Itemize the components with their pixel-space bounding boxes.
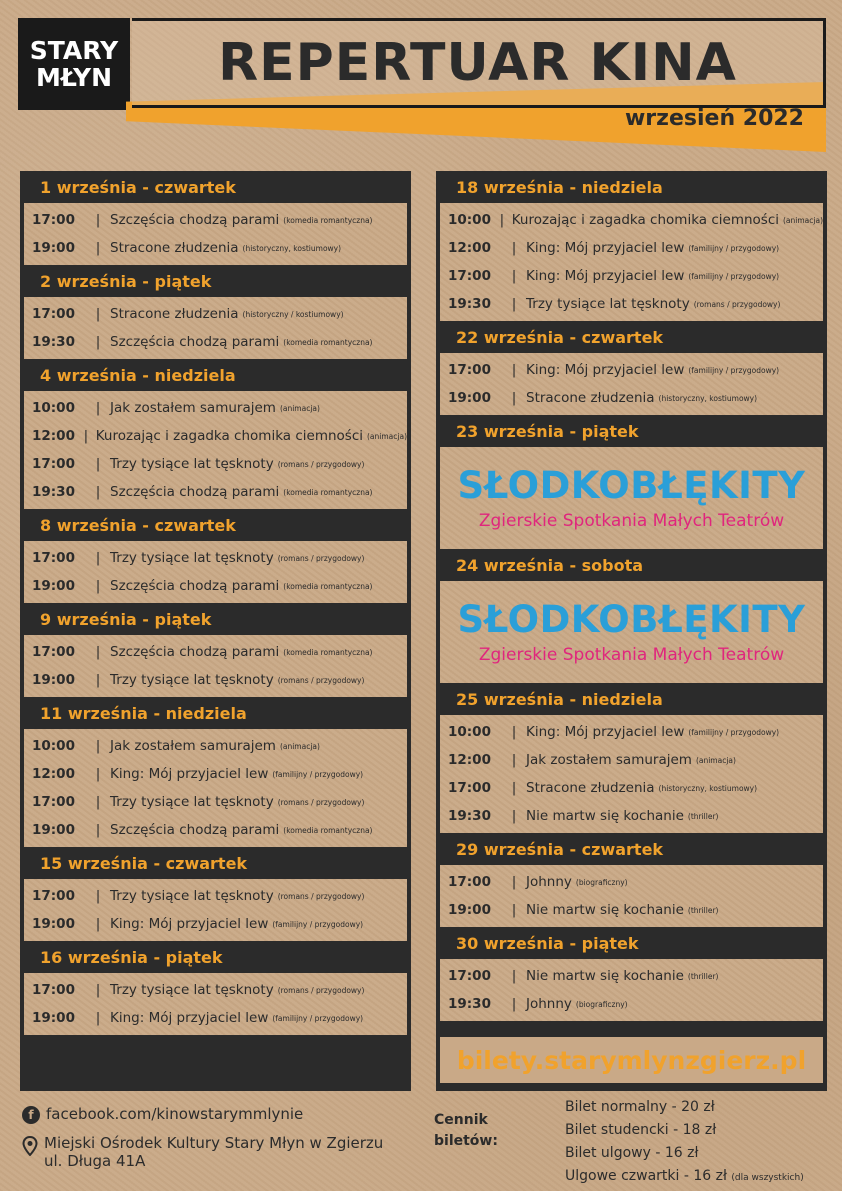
movie-genre: (thriller)	[687, 905, 719, 915]
stary-mlyn-logo	[18, 18, 130, 110]
separator: |	[511, 240, 517, 256]
movie-genre: (familijny / przygodowy)	[272, 919, 364, 929]
separator: |	[511, 874, 517, 890]
separator: |	[511, 902, 517, 918]
day-title: 15 września - czwartek	[40, 853, 248, 873]
day-shows	[24, 973, 407, 1035]
day-shows	[24, 391, 407, 509]
movie-genre: (romans / przygodowy)	[277, 985, 365, 995]
day-title: 8 września - czwartek	[40, 515, 236, 535]
separator: |	[511, 724, 517, 740]
show-row	[24, 638, 407, 666]
day-shows	[440, 865, 823, 927]
show-row	[24, 788, 407, 816]
show-time: 17:00	[32, 982, 75, 998]
show-time: 19:00	[32, 1010, 75, 1026]
show-time: 17:00	[448, 780, 491, 796]
day-header	[20, 603, 411, 635]
movie-genre: (thriller)	[687, 971, 719, 981]
movie-title: King: Mój przyjaciel lew	[110, 916, 269, 932]
movie-title: Stracone złudzenia	[110, 306, 239, 322]
separator: |	[95, 212, 101, 228]
movie-title: Stracone złudzenia	[526, 780, 655, 796]
movie-title: Trzy tysiące lat tęsknoty	[110, 550, 274, 566]
movie-genre: (romans / przygodowy)	[693, 299, 781, 309]
logo-line-1: STARY	[29, 36, 119, 65]
movie-genre: (romans / przygodowy)	[277, 891, 365, 901]
price-text: Bilet normalny - 20 zł	[565, 1099, 715, 1115]
show-time: 10:00	[448, 212, 491, 228]
day-header	[20, 509, 411, 541]
separator: |	[511, 362, 517, 378]
separator: |	[95, 456, 101, 472]
movie-title: King: Mój przyjaciel lew	[110, 766, 269, 782]
event-subtitle: Zgierskie Spotkania Małych Teatrów	[478, 511, 785, 531]
show-row	[24, 572, 407, 600]
day-header	[20, 265, 411, 297]
show-row	[24, 882, 407, 910]
show-time: 10:00	[32, 400, 75, 416]
show-row	[24, 816, 407, 844]
price-item	[565, 1142, 804, 1165]
show-row	[440, 718, 823, 746]
movie-title: King: Mój przyjaciel lew	[526, 240, 685, 256]
show-row	[24, 666, 407, 694]
show-row	[24, 1004, 407, 1032]
show-row	[24, 394, 407, 422]
movie-title: Nie martw się kochanie	[526, 902, 684, 918]
day-title: 11 września - niedziela	[40, 703, 247, 723]
show-row	[440, 290, 823, 318]
day-title: 25 września - niedziela	[456, 689, 663, 709]
separator: |	[95, 794, 101, 810]
day-header	[436, 927, 827, 959]
separator: |	[95, 644, 101, 660]
show-time: 17:00	[32, 550, 75, 566]
movie-title: Trzy tysiące lat tęsknoty	[526, 296, 690, 312]
separator: |	[95, 916, 101, 932]
separator: |	[511, 996, 517, 1012]
day-header	[436, 415, 827, 447]
day-title: 30 września - piątek	[456, 933, 639, 953]
day-shows	[440, 203, 823, 321]
show-time: 17:00	[448, 968, 491, 984]
show-row	[440, 262, 823, 290]
day-title: 4 września - niedziela	[40, 365, 236, 385]
show-time: 19:00	[448, 902, 491, 918]
movie-title: King: Mój przyjaciel lew	[526, 268, 685, 284]
price-text: Ulgowe czwartki - 16 zł	[565, 1168, 727, 1184]
show-row	[24, 300, 407, 328]
address-line-2: ul. Długa 41A	[44, 1152, 146, 1170]
show-time: 17:00	[32, 456, 75, 472]
address-line-1: Miejski Ośrodek Kultury Stary Młyn w Zgierzu	[44, 1134, 384, 1152]
day-title: 22 września - czwartek	[456, 327, 664, 347]
separator: |	[511, 780, 517, 796]
show-row	[24, 328, 407, 356]
month-label: wrzesień 2022	[624, 106, 804, 131]
day-title: 18 września - niedziela	[456, 177, 663, 197]
show-time: 19:00	[32, 578, 75, 594]
movie-title: Johnny	[526, 874, 572, 890]
day-header	[436, 321, 827, 353]
movie-genre: (animacja)	[279, 741, 320, 751]
separator: |	[95, 306, 101, 322]
movie-title: King: Mój przyjaciel lew	[110, 1010, 269, 1026]
movie-title: Szczęścia chodzą parami	[110, 578, 280, 594]
movie-genre: (komedia romantyczna)	[283, 337, 373, 347]
day-shows	[440, 715, 823, 833]
movie-genre: (romans / przygodowy)	[277, 459, 365, 469]
movie-genre: (historyczny / kostiumowy)	[242, 309, 344, 319]
show-time: 10:00	[448, 724, 491, 740]
day-shows	[440, 353, 823, 415]
show-row	[24, 976, 407, 1004]
day-header	[436, 549, 827, 581]
separator: |	[511, 390, 517, 406]
price-item	[565, 1119, 804, 1142]
price-list	[565, 1096, 804, 1190]
day-title: 9 września - piątek	[40, 609, 212, 629]
day-shows	[24, 729, 407, 847]
day-shows	[24, 541, 407, 603]
show-row	[440, 206, 823, 234]
movie-title: Trzy tysiące lat tęsknoty	[110, 982, 274, 998]
movie-genre: (historyczny, kostiumowy)	[242, 243, 342, 253]
event-name: SŁODKOBŁĘKITY	[457, 598, 806, 641]
day-header	[20, 171, 411, 203]
movie-genre: (familijny / przygodowy)	[272, 769, 364, 779]
separator: |	[95, 578, 101, 594]
movie-genre: (romans / przygodowy)	[277, 797, 365, 807]
movie-title: Nie martw się kochanie	[526, 808, 684, 824]
show-time: 17:00	[32, 212, 75, 228]
show-row	[440, 868, 823, 896]
pricing-label	[434, 1110, 498, 1152]
day-title: 1 września - czwartek	[40, 177, 236, 197]
movie-title: Jak zostałem samurajem	[110, 400, 276, 416]
price-item	[565, 1096, 804, 1119]
show-time: 17:00	[32, 888, 75, 904]
show-row	[440, 896, 823, 924]
show-row	[440, 234, 823, 262]
show-row	[24, 234, 407, 262]
movie-genre: (historyczny, kostiumowy)	[658, 393, 758, 403]
price-note: (dla wszystkich)	[731, 1173, 804, 1183]
movie-genre: (thriller)	[687, 811, 719, 821]
day-shows	[24, 879, 407, 941]
movie-title: Johnny	[526, 996, 572, 1012]
movie-title: Szczęścia chodzą parami	[110, 212, 280, 228]
movie-title: Trzy tysiące lat tęsknoty	[110, 888, 274, 904]
day-header	[20, 359, 411, 391]
movie-genre: (familijny / przygodowy)	[688, 243, 780, 253]
show-time: 19:30	[448, 996, 491, 1012]
show-row	[24, 544, 407, 572]
day-title: 16 września - piątek	[40, 947, 223, 967]
movie-title: Trzy tysiące lat tęsknoty	[110, 794, 274, 810]
show-time: 19:00	[448, 390, 491, 406]
day-shows	[440, 959, 823, 1021]
day-header	[20, 697, 411, 729]
show-time: 19:00	[32, 240, 75, 256]
separator: |	[499, 212, 505, 228]
event-subtitle: Zgierskie Spotkania Małych Teatrów	[478, 645, 785, 665]
price-text: Bilet studencki - 18 zł	[565, 1122, 717, 1138]
day-title: 23 września - piątek	[456, 421, 639, 441]
movie-title: Jak zostałem samurajem	[526, 752, 692, 768]
show-time: 19:30	[448, 296, 491, 312]
movie-genre: (animacja)	[783, 215, 823, 225]
show-time: 19:00	[32, 672, 75, 688]
show-time: 17:00	[32, 306, 75, 322]
show-time: 19:30	[32, 484, 75, 500]
movie-genre: (biograficzny)	[575, 877, 628, 887]
movie-title: Jak zostałem samurajem	[110, 738, 276, 754]
movie-title: Szczęścia chodzą parami	[110, 644, 280, 660]
left-schedule-column	[20, 171, 411, 1091]
pricing-label-2: biletów:	[434, 1133, 498, 1149]
movie-genre: (romans / przygodowy)	[277, 553, 365, 563]
show-row	[440, 990, 823, 1018]
movie-title: King: Mój przyjaciel lew	[526, 362, 685, 378]
show-row	[24, 760, 407, 788]
separator: |	[511, 268, 517, 284]
show-row	[440, 774, 823, 802]
movie-genre: (animacja)	[279, 403, 320, 413]
facebook-link[interactable]: facebook.com/kinowstarymmlynie	[46, 1105, 304, 1123]
show-time: 19:30	[448, 808, 491, 824]
show-time: 19:00	[32, 822, 75, 838]
pricing-label-1: Cennik	[434, 1112, 488, 1128]
movie-genre: (animacja)	[367, 431, 407, 441]
price-item	[565, 1165, 804, 1190]
movie-title: Nie martw się kochanie	[526, 968, 684, 984]
movie-genre: (komedia romantyczna)	[283, 215, 373, 225]
movie-title: Szczęścia chodzą parami	[110, 484, 280, 500]
movie-genre: (historyczny, kostiumowy)	[658, 783, 758, 793]
show-time: 12:00	[448, 752, 491, 768]
movie-title: Kurozając i zagadka chomika ciemności	[511, 212, 779, 228]
separator: |	[511, 296, 517, 312]
movie-title: King: Mój przyjaciel lew	[526, 724, 685, 740]
movie-title: Stracone złudzenia	[110, 240, 239, 256]
separator: |	[95, 888, 101, 904]
day-title: 29 września - czwartek	[456, 839, 664, 859]
separator: |	[511, 752, 517, 768]
show-time: 10:00	[32, 738, 75, 754]
movie-title: Trzy tysiące lat tęsknoty	[110, 672, 274, 688]
movie-genre: (komedia romantyczna)	[283, 487, 373, 497]
show-time: 17:00	[448, 362, 491, 378]
page-title: REPERTUAR KINA	[218, 33, 737, 93]
tickets-url-box[interactable]	[440, 1037, 823, 1083]
separator: |	[511, 968, 517, 984]
footer-contact	[22, 1105, 422, 1180]
separator: |	[95, 738, 101, 754]
movie-genre: (romans / przygodowy)	[277, 675, 365, 685]
day-header	[436, 171, 827, 203]
show-time: 12:00	[32, 428, 75, 444]
movie-title: Trzy tysiące lat tęsknoty	[110, 456, 274, 472]
location-pin-icon	[22, 1136, 38, 1156]
show-time: 17:00	[32, 794, 75, 810]
separator: |	[95, 550, 101, 566]
facebook-icon: f	[22, 1106, 40, 1124]
movie-genre: (komedia romantyczna)	[283, 825, 373, 835]
separator: |	[95, 240, 101, 256]
day-shows	[24, 203, 407, 265]
show-row	[24, 732, 407, 760]
separator: |	[83, 428, 89, 444]
separator: |	[95, 484, 101, 500]
show-row	[440, 962, 823, 990]
separator: |	[95, 400, 101, 416]
movie-genre: (familijny / przygodowy)	[688, 727, 780, 737]
separator: |	[95, 672, 101, 688]
show-row	[440, 356, 823, 384]
day-header	[20, 941, 411, 973]
day-header	[436, 683, 827, 715]
day-shows	[24, 635, 407, 697]
show-row	[24, 206, 407, 234]
show-row	[440, 802, 823, 830]
movie-genre: (animacja)	[695, 755, 736, 765]
day-header	[20, 847, 411, 879]
right-schedule-column	[436, 171, 827, 1091]
show-row	[24, 450, 407, 478]
event-block	[440, 581, 823, 683]
show-time: 12:00	[32, 766, 75, 782]
movie-title: Szczęścia chodzą parami	[110, 334, 280, 350]
movie-genre: (komedia romantyczna)	[283, 647, 373, 657]
show-row	[440, 384, 823, 412]
separator: |	[95, 982, 101, 998]
separator: |	[95, 334, 101, 350]
show-time: 12:00	[448, 240, 491, 256]
movie-genre: (familijny / przygodowy)	[688, 365, 780, 375]
event-block	[440, 447, 823, 549]
show-time: 17:00	[32, 644, 75, 660]
movie-title: Szczęścia chodzą parami	[110, 822, 280, 838]
movie-genre: (familijny / przygodowy)	[688, 271, 780, 281]
separator: |	[95, 1010, 101, 1026]
day-title: 2 września - piątek	[40, 271, 212, 291]
show-row	[440, 746, 823, 774]
movie-title: Stracone złudzenia	[526, 390, 655, 406]
day-header	[436, 833, 827, 865]
show-row	[24, 478, 407, 506]
separator: |	[511, 808, 517, 824]
title-box	[132, 18, 826, 108]
day-title: 24 września - sobota	[456, 555, 644, 575]
show-time: 17:00	[448, 874, 491, 890]
show-row	[24, 910, 407, 938]
logo-line-2: MŁYN	[35, 63, 113, 92]
show-time: 19:30	[32, 334, 75, 350]
movie-genre: (biograficzny)	[575, 999, 628, 1009]
event-name: SŁODKOBŁĘKITY	[457, 464, 806, 507]
show-time: 17:00	[448, 268, 491, 284]
show-time: 19:00	[32, 916, 75, 932]
movie-genre: (komedia romantyczna)	[283, 581, 373, 591]
show-row	[24, 422, 407, 450]
day-shows	[24, 297, 407, 359]
tickets-url[interactable]: bilety.starymlynzgierz.pl	[456, 1045, 807, 1075]
separator: |	[95, 822, 101, 838]
movie-genre: (familijny / przygodowy)	[272, 1013, 364, 1023]
price-text: Bilet ulgowy - 16 zł	[565, 1145, 699, 1161]
movie-title: Kurozając i zagadka chomika ciemności	[95, 428, 363, 444]
separator: |	[95, 766, 101, 782]
